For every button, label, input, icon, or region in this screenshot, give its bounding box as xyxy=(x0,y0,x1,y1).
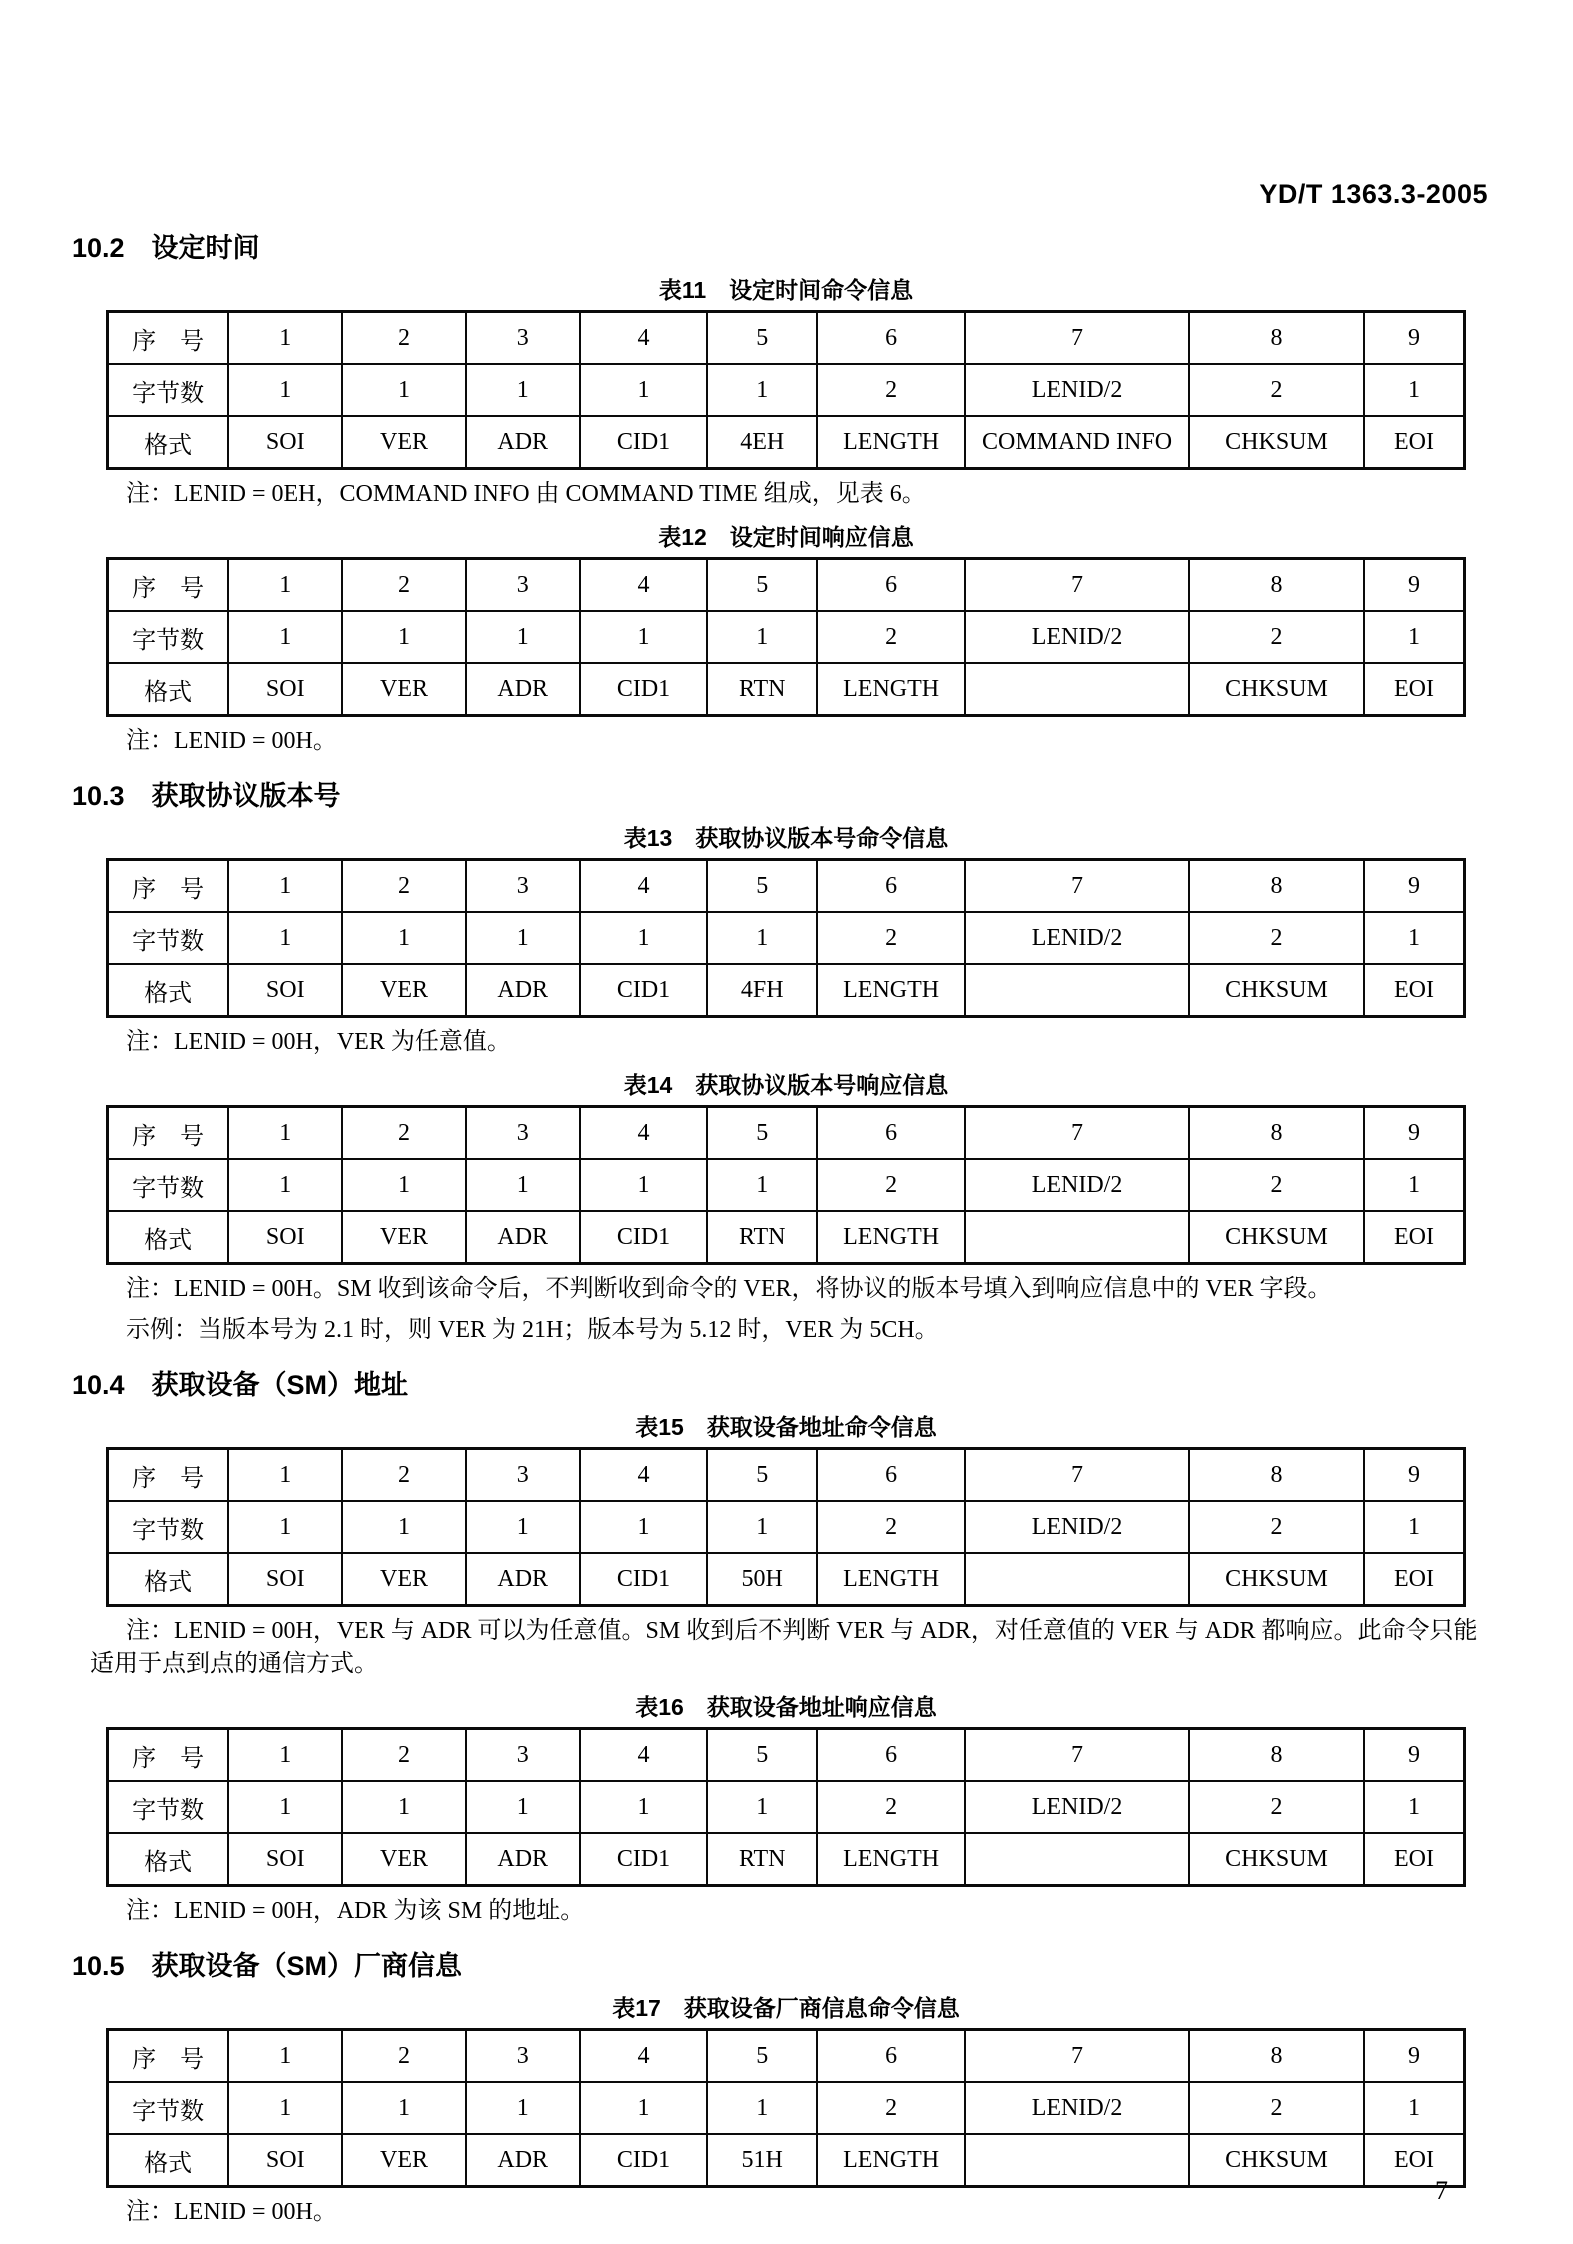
table-caption: 表13 获取协议版本号命令信息 xyxy=(623,825,949,851)
table-cell: CHKSUM xyxy=(1189,1553,1364,1606)
table-cell: LENID/2 xyxy=(965,1781,1189,1833)
row-header-cell: 序 号 xyxy=(108,1449,229,1502)
table-cell: LENGTH xyxy=(817,416,965,469)
row-header-cell: 序 号 xyxy=(108,312,229,365)
table-note: 注：LENID = 00H，ADR 为该 SM 的地址。 xyxy=(126,1898,585,1924)
table-cell: 1 xyxy=(228,312,342,365)
table-cell: 3 xyxy=(466,1729,580,1782)
table-cell: 2 xyxy=(1189,2082,1364,2134)
table-row xyxy=(108,1729,1465,1782)
table-cell: 8 xyxy=(1189,2030,1364,2083)
row-header-cell: 格式 xyxy=(108,1211,229,1264)
table-cell: 8 xyxy=(1189,312,1364,365)
table-cell: 5 xyxy=(707,1107,817,1160)
section-heading: 10.3 获取协议版本号 xyxy=(72,781,341,811)
table-cell: 1 xyxy=(228,1449,342,1502)
table-cell: 9 xyxy=(1364,559,1464,612)
data-table xyxy=(106,1447,1466,1607)
table-cell: 6 xyxy=(817,860,965,913)
table-cell: 9 xyxy=(1364,1449,1464,1502)
table-cell: SOI xyxy=(228,1553,342,1606)
row-header-cell: 格式 xyxy=(108,663,229,716)
table-cell xyxy=(965,1833,1189,1886)
table-cell: 4 xyxy=(580,1729,708,1782)
table-cell: 2 xyxy=(817,364,965,416)
table-cell: 2 xyxy=(1189,1501,1364,1553)
table-cell: 6 xyxy=(817,1107,965,1160)
table-cell: 9 xyxy=(1364,312,1464,365)
table-caption: 表17 获取设备厂商信息命令信息 xyxy=(612,1995,960,2021)
table-row xyxy=(108,1159,1465,1211)
row-header-cell: 格式 xyxy=(108,416,229,469)
table-cell: RTN xyxy=(707,663,817,716)
table-cell: ADR xyxy=(466,1833,580,1886)
table-cell: 8 xyxy=(1189,1729,1364,1782)
row-header-cell: 字节数 xyxy=(108,1501,229,1553)
table-cell xyxy=(965,2134,1189,2187)
row-header-cell: 格式 xyxy=(108,964,229,1017)
table-cell: 2 xyxy=(342,860,465,913)
table-cell: ADR xyxy=(466,416,580,469)
table-cell: CID1 xyxy=(580,416,708,469)
table-cell: EOI xyxy=(1364,416,1464,469)
table-cell: SOI xyxy=(228,1833,342,1886)
table-row xyxy=(108,1553,1465,1606)
table-row xyxy=(108,2030,1465,2083)
data-table xyxy=(106,310,1466,470)
table-row xyxy=(108,364,1465,416)
table-cell: RTN xyxy=(707,1833,817,1886)
section xyxy=(72,232,1498,758)
table-cell: 2 xyxy=(1189,364,1364,416)
row-header-cell: 字节数 xyxy=(108,2082,229,2134)
table-cell: 3 xyxy=(466,2030,580,2083)
table-cell: 4EH xyxy=(707,416,817,469)
row-header-cell: 格式 xyxy=(108,2134,229,2187)
table-cell: 1 xyxy=(580,2082,708,2134)
table-cell: EOI xyxy=(1364,1211,1464,1264)
table-cell: 1 xyxy=(228,1501,342,1553)
table-row xyxy=(108,1833,1465,1886)
table-cell: 51H xyxy=(707,2134,817,2187)
table-cell: EOI xyxy=(1364,2134,1464,2187)
table-cell: 1 xyxy=(342,1781,465,1833)
table-row xyxy=(108,860,1465,913)
table-cell: 1 xyxy=(466,364,580,416)
table-row xyxy=(108,1501,1465,1553)
table-cell: CHKSUM xyxy=(1189,416,1364,469)
table-row xyxy=(108,1211,1465,1264)
row-header-cell: 序 号 xyxy=(108,1729,229,1782)
table-cell: 2 xyxy=(342,559,465,612)
table-cell: CHKSUM xyxy=(1189,1833,1364,1886)
table-row xyxy=(108,1781,1465,1833)
table-cell: 2 xyxy=(817,1501,965,1553)
table-cell: 7 xyxy=(965,1107,1189,1160)
table-cell: 3 xyxy=(466,559,580,612)
table-caption: 表12 设定时间响应信息 xyxy=(658,524,914,550)
table-cell: 1 xyxy=(342,611,465,663)
table-cell: 5 xyxy=(707,1449,817,1502)
table-cell: 6 xyxy=(817,1729,965,1782)
table-cell: 2 xyxy=(1189,1159,1364,1211)
table-cell: ADR xyxy=(466,1211,580,1264)
table-note: 注：LENID = 0EH，COMMAND INFO 由 COMMAND TIME 组成，见表 6。 xyxy=(126,481,926,507)
table-cell: 1 xyxy=(228,860,342,913)
table-cell: 1 xyxy=(228,611,342,663)
row-header-cell: 序 号 xyxy=(108,559,229,612)
table-cell: 1 xyxy=(707,364,817,416)
table-cell: 50H xyxy=(707,1553,817,1606)
table-cell: VER xyxy=(342,1833,465,1886)
table-cell: 1 xyxy=(1364,611,1464,663)
table-cell: 1 xyxy=(1364,912,1464,964)
table-cell: 1 xyxy=(580,912,708,964)
table-cell: 1 xyxy=(342,364,465,416)
table-cell: 4 xyxy=(580,312,708,365)
data-table xyxy=(106,1727,1466,1887)
table-cell: 1 xyxy=(580,364,708,416)
table-cell: 1 xyxy=(342,912,465,964)
table-cell: CID1 xyxy=(580,2134,708,2187)
table-cell: 4 xyxy=(580,2030,708,2083)
table-cell: 1 xyxy=(228,2030,342,2083)
table-cell: ADR xyxy=(466,2134,580,2187)
table-cell: LENID/2 xyxy=(965,1159,1189,1211)
section-heading: 10.5 获取设备（SM）厂商信息 xyxy=(72,1951,463,1981)
table-cell: VER xyxy=(342,416,465,469)
table-cell: CHKSUM xyxy=(1189,663,1364,716)
table-cell: 1 xyxy=(228,559,342,612)
table-cell xyxy=(965,663,1189,716)
table-cell: 5 xyxy=(707,2030,817,2083)
table-cell: SOI xyxy=(228,2134,342,2187)
table-cell: SOI xyxy=(228,416,342,469)
table-cell: 1 xyxy=(228,1729,342,1782)
table-cell: LENID/2 xyxy=(965,2082,1189,2134)
table-cell: VER xyxy=(342,663,465,716)
table-caption: 表16 获取设备地址响应信息 xyxy=(635,1694,937,1720)
row-header-cell: 字节数 xyxy=(108,611,229,663)
table-cell: COMMAND INFO xyxy=(965,416,1189,469)
table-cell: 5 xyxy=(707,312,817,365)
table-row xyxy=(108,912,1465,964)
table-cell: 1 xyxy=(466,912,580,964)
table-cell: 9 xyxy=(1364,1107,1464,1160)
table-cell: 1 xyxy=(342,2082,465,2134)
table-cell: 7 xyxy=(965,312,1189,365)
table-cell: 2 xyxy=(1189,1781,1364,1833)
table-cell: EOI xyxy=(1364,663,1464,716)
table-cell: ADR xyxy=(466,964,580,1017)
table-cell: CID1 xyxy=(580,663,708,716)
table-row xyxy=(108,559,1465,612)
table-row xyxy=(108,312,1465,365)
table-cell: 7 xyxy=(965,559,1189,612)
table-cell: LENGTH xyxy=(817,964,965,1017)
table-cell: 1 xyxy=(1364,2082,1464,2134)
table-cell: CID1 xyxy=(580,1553,708,1606)
table-cell: 1 xyxy=(707,1501,817,1553)
table-cell: VER xyxy=(342,1211,465,1264)
data-table xyxy=(106,557,1466,717)
table-cell: CID1 xyxy=(580,964,708,1017)
table-cell: 1 xyxy=(228,1107,342,1160)
table-cell: VER xyxy=(342,964,465,1017)
section xyxy=(72,1369,1498,1928)
table-cell: LENGTH xyxy=(817,1553,965,1606)
table-cell: LENGTH xyxy=(817,2134,965,2187)
table-cell: 4FH xyxy=(707,964,817,1017)
table-cell: 9 xyxy=(1364,860,1464,913)
table-cell: CHKSUM xyxy=(1189,964,1364,1017)
table-cell: 7 xyxy=(965,2030,1189,2083)
table-cell: 2 xyxy=(817,611,965,663)
table-cell: EOI xyxy=(1364,964,1464,1017)
section-heading: 10.4 获取设备（SM）地址 xyxy=(72,1370,409,1400)
table-cell: LENID/2 xyxy=(965,1501,1189,1553)
table-cell: 3 xyxy=(466,312,580,365)
table-cell: 5 xyxy=(707,559,817,612)
table-cell: 4 xyxy=(580,860,708,913)
table-cell: CID1 xyxy=(580,1211,708,1264)
table-cell: 2 xyxy=(1189,912,1364,964)
row-header-cell: 序 号 xyxy=(108,1107,229,1160)
section-heading: 10.2 设定时间 xyxy=(72,233,260,263)
table-cell: 8 xyxy=(1189,559,1364,612)
table-row xyxy=(108,416,1465,469)
table-note: 注：LENID = 00H。SM 收到该命令后，不判断收到命令的 VER，将协议的版本号填入到响应信息中的 VER 字段。 xyxy=(126,1276,1332,1302)
table-cell: 1 xyxy=(707,2082,817,2134)
table-row xyxy=(108,2082,1465,2134)
row-header-cell: 格式 xyxy=(108,1553,229,1606)
table-cell: 3 xyxy=(466,1107,580,1160)
row-header-cell: 字节数 xyxy=(108,1781,229,1833)
table-cell: 7 xyxy=(965,1729,1189,1782)
table-cell: 1 xyxy=(466,1781,580,1833)
table-cell: CHKSUM xyxy=(1189,1211,1364,1264)
table-cell: VER xyxy=(342,1553,465,1606)
table-cell: 1 xyxy=(707,912,817,964)
data-table xyxy=(106,1105,1466,1265)
table-cell: 8 xyxy=(1189,1449,1364,1502)
table-cell: 2 xyxy=(342,1107,465,1160)
table-row xyxy=(108,2134,1465,2187)
table-cell: ADR xyxy=(466,1553,580,1606)
table-cell: 1 xyxy=(228,2082,342,2134)
table-caption: 表15 获取设备地址命令信息 xyxy=(635,1414,937,1440)
table-cell: 1 xyxy=(707,1159,817,1211)
table-cell: LENID/2 xyxy=(965,912,1189,964)
table-note: 注：LENID = 00H。 xyxy=(126,2199,337,2225)
table-cell: 5 xyxy=(707,1729,817,1782)
row-header-cell: 格式 xyxy=(108,1833,229,1886)
table-cell: 2 xyxy=(817,2082,965,2134)
table-cell: RTN xyxy=(707,1211,817,1264)
table-note: 注：LENID = 00H，VER 与 ADR 可以为任意值。SM 收到后不判断 VER 与 ADR，对任意值的 VER 与 ADR 都响应。此命令只能适用于点到点的通信方式。 xyxy=(90,1618,1478,1677)
table-row xyxy=(108,964,1465,1017)
table-cell: 1 xyxy=(228,1781,342,1833)
table-cell: 8 xyxy=(1189,860,1364,913)
table-cell: 1 xyxy=(580,1781,708,1833)
table-cell: 4 xyxy=(580,1107,708,1160)
table-cell: 1 xyxy=(707,611,817,663)
table-cell: 1 xyxy=(580,1501,708,1553)
table-cell: LENGTH xyxy=(817,1211,965,1264)
row-header-cell: 字节数 xyxy=(108,912,229,964)
table-cell: EOI xyxy=(1364,1553,1464,1606)
table-cell: EOI xyxy=(1364,1833,1464,1886)
table-cell: 2 xyxy=(1189,611,1364,663)
table-cell: 2 xyxy=(817,912,965,964)
table-cell: 2 xyxy=(817,1781,965,1833)
table-cell: 1 xyxy=(228,1159,342,1211)
table-cell: 3 xyxy=(466,1449,580,1502)
table-cell xyxy=(965,1211,1189,1264)
row-header-cell: 字节数 xyxy=(108,364,229,416)
table-cell: LENGTH xyxy=(817,1833,965,1886)
table-cell: 4 xyxy=(580,559,708,612)
table-cell: 1 xyxy=(466,1501,580,1553)
table-row xyxy=(108,611,1465,663)
table-note: 注：LENID = 00H。 xyxy=(126,728,337,754)
table-cell: 2 xyxy=(342,312,465,365)
table-note: 注：LENID = 00H，VER 为任意值。 xyxy=(126,1029,511,1055)
table-cell: 2 xyxy=(342,1449,465,1502)
table-cell: 6 xyxy=(817,2030,965,2083)
table-cell: CHKSUM xyxy=(1189,2134,1364,2187)
data-table xyxy=(106,2028,1466,2188)
table-cell: 9 xyxy=(1364,2030,1464,2083)
table-cell: 6 xyxy=(817,312,965,365)
table-cell: 6 xyxy=(817,1449,965,1502)
table-cell: 4 xyxy=(580,1449,708,1502)
row-header-cell: 序 号 xyxy=(108,860,229,913)
row-header-cell: 字节数 xyxy=(108,1159,229,1211)
table-cell: 1 xyxy=(1364,1501,1464,1553)
table-cell: 5 xyxy=(707,860,817,913)
table-cell: LENGTH xyxy=(817,663,965,716)
section xyxy=(72,780,1498,1347)
table-cell: 1 xyxy=(228,912,342,964)
table-cell xyxy=(965,964,1189,1017)
page-number: 7 xyxy=(1435,2176,1448,2205)
table-cell: CID1 xyxy=(580,1833,708,1886)
table-cell: 9 xyxy=(1364,1729,1464,1782)
table-cell: LENID/2 xyxy=(965,611,1189,663)
table-cell: 1 xyxy=(228,364,342,416)
table-cell: SOI xyxy=(228,1211,342,1264)
data-table xyxy=(106,858,1466,1018)
table-cell: 2 xyxy=(342,1729,465,1782)
table-cell: 2 xyxy=(342,2030,465,2083)
table-cell: 1 xyxy=(466,611,580,663)
table-cell: 1 xyxy=(466,1159,580,1211)
table-cell: 8 xyxy=(1189,1107,1364,1160)
table-cell: 1 xyxy=(707,1781,817,1833)
table-cell: 1 xyxy=(466,2082,580,2134)
table-cell: 3 xyxy=(466,860,580,913)
table-cell: 1 xyxy=(1364,1159,1464,1211)
section xyxy=(72,1950,1498,2229)
table-cell: 1 xyxy=(580,1159,708,1211)
table-cell: VER xyxy=(342,2134,465,2187)
table-cell: 2 xyxy=(817,1159,965,1211)
table-cell: 1 xyxy=(1364,364,1464,416)
table-cell: 1 xyxy=(1364,1781,1464,1833)
table-cell: 1 xyxy=(342,1501,465,1553)
table-row xyxy=(108,1449,1465,1502)
table-caption: 表14 获取协议版本号响应信息 xyxy=(623,1072,949,1098)
table-cell: 1 xyxy=(342,1159,465,1211)
table-cell: SOI xyxy=(228,663,342,716)
table-cell xyxy=(965,1553,1189,1606)
table-cell: LENID/2 xyxy=(965,364,1189,416)
table-cell: 1 xyxy=(580,611,708,663)
table-cell: 6 xyxy=(817,559,965,612)
doc-standard-number: YD/T 1363.3-2005 xyxy=(1259,179,1488,209)
doc-content xyxy=(0,232,1573,2229)
table-cell: ADR xyxy=(466,663,580,716)
table-cell: SOI xyxy=(228,964,342,1017)
table-caption: 表11 设定时间命令信息 xyxy=(658,277,914,303)
table-cell: 7 xyxy=(965,1449,1189,1502)
table-cell: 7 xyxy=(965,860,1189,913)
table-row xyxy=(108,663,1465,716)
table-note: 示例：当版本号为 2.1 时，则 VER 为 21H；版本号为 5.12 时，VER 为 5CH。 xyxy=(126,1317,939,1343)
table-row xyxy=(108,1107,1465,1160)
row-header-cell: 序 号 xyxy=(108,2030,229,2083)
